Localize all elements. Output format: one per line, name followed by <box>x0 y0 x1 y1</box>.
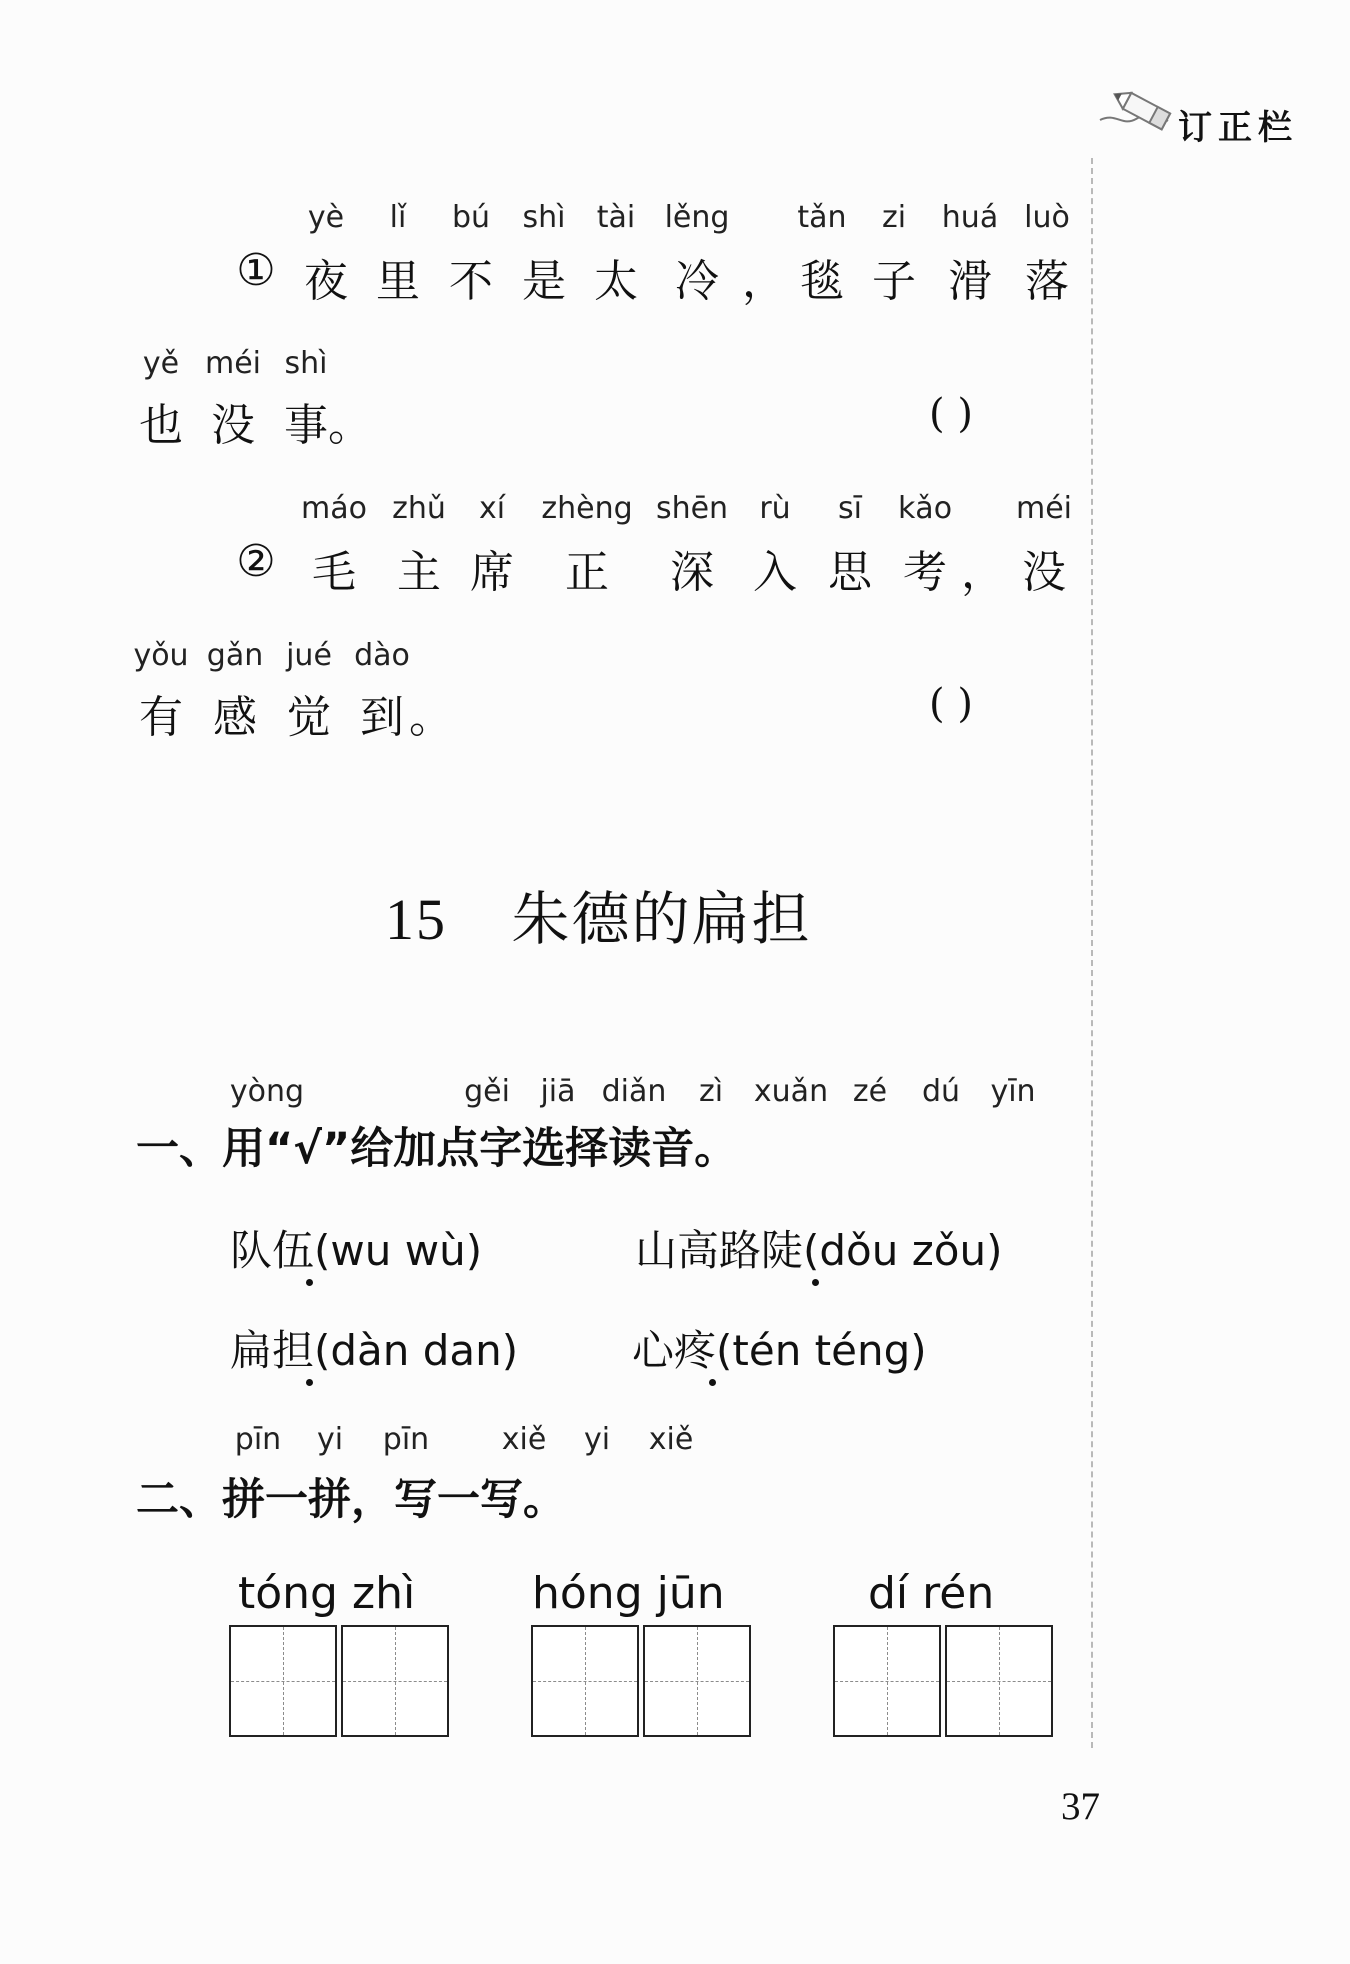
chinese-character: 席 <box>470 547 514 598</box>
chinese-character: 主 <box>397 547 441 598</box>
chinese-character: 没 <box>1022 547 1066 598</box>
chinese-character: 落 <box>1025 256 1069 307</box>
sentence-1-text-line-1 <box>0 245 1090 307</box>
correction-column-title: 订正栏 <box>1178 108 1298 148</box>
chinese-character: 毯 <box>800 256 844 307</box>
pinyin: yòng <box>229 1074 305 1109</box>
item-number: ① <box>236 245 276 296</box>
pinyin: méi <box>1015 491 1073 526</box>
lesson-name: 朱德的扁担 <box>511 885 812 953</box>
chinese-character: 毛 <box>312 547 356 598</box>
pinyin: zhèng <box>541 491 633 526</box>
chinese-character: 是 <box>522 256 566 307</box>
chinese-character: 正 <box>565 547 609 598</box>
chinese-character: 没 <box>211 400 255 451</box>
character-writing-box[interactable] <box>229 1625 337 1737</box>
emphasis-dot <box>306 1379 313 1386</box>
pinyin: lǐ <box>389 200 407 235</box>
pinyin: tài <box>596 200 636 235</box>
pinyin: yīn <box>990 1074 1036 1109</box>
section-2-pinyin <box>0 1422 1090 1458</box>
pinyin: pīn <box>382 1422 430 1457</box>
pronunciation-choice-row-4 <box>632 1318 927 1378</box>
sentence-1-pinyin-line-1 <box>0 200 1090 236</box>
pinyin: zé <box>852 1074 888 1109</box>
sentence-2-pinyin-line-2 <box>0 638 500 674</box>
writing-box-group-2 <box>531 1568 757 1738</box>
pronunciation-choice-row-3 <box>230 1318 518 1378</box>
section-1-title: 一、用“√”给加点字选择读音。 <box>136 1124 738 1174</box>
writing-box-group-3 <box>833 1568 1059 1738</box>
pinyin: xí <box>478 491 506 526</box>
writing-box-pinyin: hóng jūn <box>532 1568 725 1619</box>
choice-word: 山高路陡 <box>635 1226 804 1275</box>
chinese-character: 深 <box>670 547 714 598</box>
chinese-character: 事 <box>284 400 328 451</box>
punctuation: 。 <box>409 692 453 743</box>
pinyin: méi <box>204 346 262 381</box>
pronunciation-choice-row-1 <box>230 1218 482 1278</box>
section-2-title: 二、拼一拼，写一写。 <box>136 1475 566 1525</box>
sentence-1-pinyin-line-2 <box>0 346 500 382</box>
chinese-character: 夜 <box>304 256 348 307</box>
pinyin: shì <box>284 346 328 381</box>
emphasis-dot <box>306 1279 313 1286</box>
pronunciation-options[interactable]: (dǒu zǒu) <box>803 1226 1003 1275</box>
chinese-character: 考 <box>903 547 947 598</box>
sentence-2-text-line-1 <box>0 536 1090 598</box>
chinese-character: 有 <box>139 692 183 743</box>
character-writing-box[interactable] <box>643 1625 751 1737</box>
pinyin: gěi <box>464 1074 510 1109</box>
pinyin: luò <box>1024 200 1070 235</box>
pinyin: zì <box>698 1074 724 1109</box>
pinyin: pīn <box>234 1422 282 1457</box>
pronunciation-options[interactable]: (wu wù) <box>314 1226 483 1275</box>
pronunciation-options[interactable]: (dàn dan) <box>314 1326 519 1375</box>
sentence-2-pinyin-line-1 <box>0 491 1090 527</box>
emphasis-dot <box>709 1379 716 1386</box>
chinese-character: 子 <box>872 256 916 307</box>
pinyin: xiě <box>501 1422 547 1457</box>
choice-word: 队伍 <box>230 1226 315 1275</box>
chinese-character: 不 <box>449 256 493 307</box>
sentence-1-text-line-2 <box>0 389 500 451</box>
chinese-character: 到 <box>360 692 404 743</box>
pinyin: dú <box>921 1074 961 1109</box>
pinyin: yè <box>307 200 345 235</box>
pinyin: yi <box>316 1422 344 1457</box>
pinyin: yi <box>583 1422 611 1457</box>
page-number: 37 <box>1061 1785 1100 1828</box>
pinyin: zhǔ <box>392 491 446 526</box>
item-number: ② <box>236 536 276 587</box>
character-writing-box[interactable] <box>341 1625 449 1737</box>
writing-box-pinyin: tóng zhì <box>238 1568 416 1619</box>
pinyin: xiě <box>648 1422 694 1457</box>
answer-blank[interactable]: ( ) <box>929 391 973 437</box>
pronunciation-options[interactable]: (tén téng) <box>716 1326 927 1375</box>
pinyin: máo <box>301 491 367 526</box>
punctuation: ， <box>742 256 786 307</box>
pinyin: shì <box>522 200 566 235</box>
character-writing-box[interactable] <box>833 1625 941 1737</box>
chinese-character: 入 <box>753 547 797 598</box>
chinese-character: 太 <box>594 256 638 307</box>
pinyin: tǎn <box>797 200 847 235</box>
chinese-character: 觉 <box>287 692 331 743</box>
pinyin: dào <box>354 638 410 673</box>
chinese-character: 冷 <box>675 256 719 307</box>
pinyin: lěng <box>664 200 730 235</box>
pencil-icon <box>1098 86 1190 144</box>
pronunciation-choice-row-2 <box>635 1218 1002 1278</box>
lesson-title <box>385 872 811 956</box>
section-1-pinyin <box>0 1074 1090 1110</box>
chinese-character: 思 <box>828 547 872 598</box>
pinyin: xuǎn <box>753 1074 829 1109</box>
writing-box-group-1 <box>229 1568 455 1738</box>
pinyin: sī <box>838 491 862 526</box>
pinyin: rù <box>759 491 791 526</box>
chinese-character: 里 <box>376 256 420 307</box>
sentence-2-text-line-2 <box>0 681 500 743</box>
punctuation: ， <box>961 547 1005 598</box>
correction-column-divider <box>1091 158 1093 1748</box>
chinese-character: 也 <box>139 400 183 451</box>
pinyin: zi <box>881 200 907 235</box>
pinyin: kǎo <box>897 491 953 526</box>
pinyin: yǒu <box>133 638 189 673</box>
pinyin: jiā <box>540 1074 576 1109</box>
character-writing-box[interactable] <box>531 1625 639 1737</box>
pinyin: bú <box>451 200 491 235</box>
pinyin: jué <box>286 638 332 673</box>
pinyin: gǎn <box>206 638 264 673</box>
answer-blank[interactable]: ( ) <box>929 681 973 727</box>
pinyin: shēn <box>655 491 729 526</box>
pinyin: yě <box>142 346 180 381</box>
punctuation: 。 <box>328 400 372 451</box>
emphasis-dot <box>812 1279 819 1286</box>
chinese-character: 感 <box>213 692 257 743</box>
choice-word: 扁担 <box>230 1326 315 1375</box>
choice-word: 心疼 <box>632 1326 717 1375</box>
character-writing-box[interactable] <box>945 1625 1053 1737</box>
writing-box-pinyin: dí rén <box>868 1568 995 1619</box>
pinyin: huá <box>941 200 999 235</box>
lesson-number: 15 <box>385 887 447 952</box>
chinese-character: 滑 <box>948 256 992 307</box>
pinyin: diǎn <box>601 1074 667 1109</box>
